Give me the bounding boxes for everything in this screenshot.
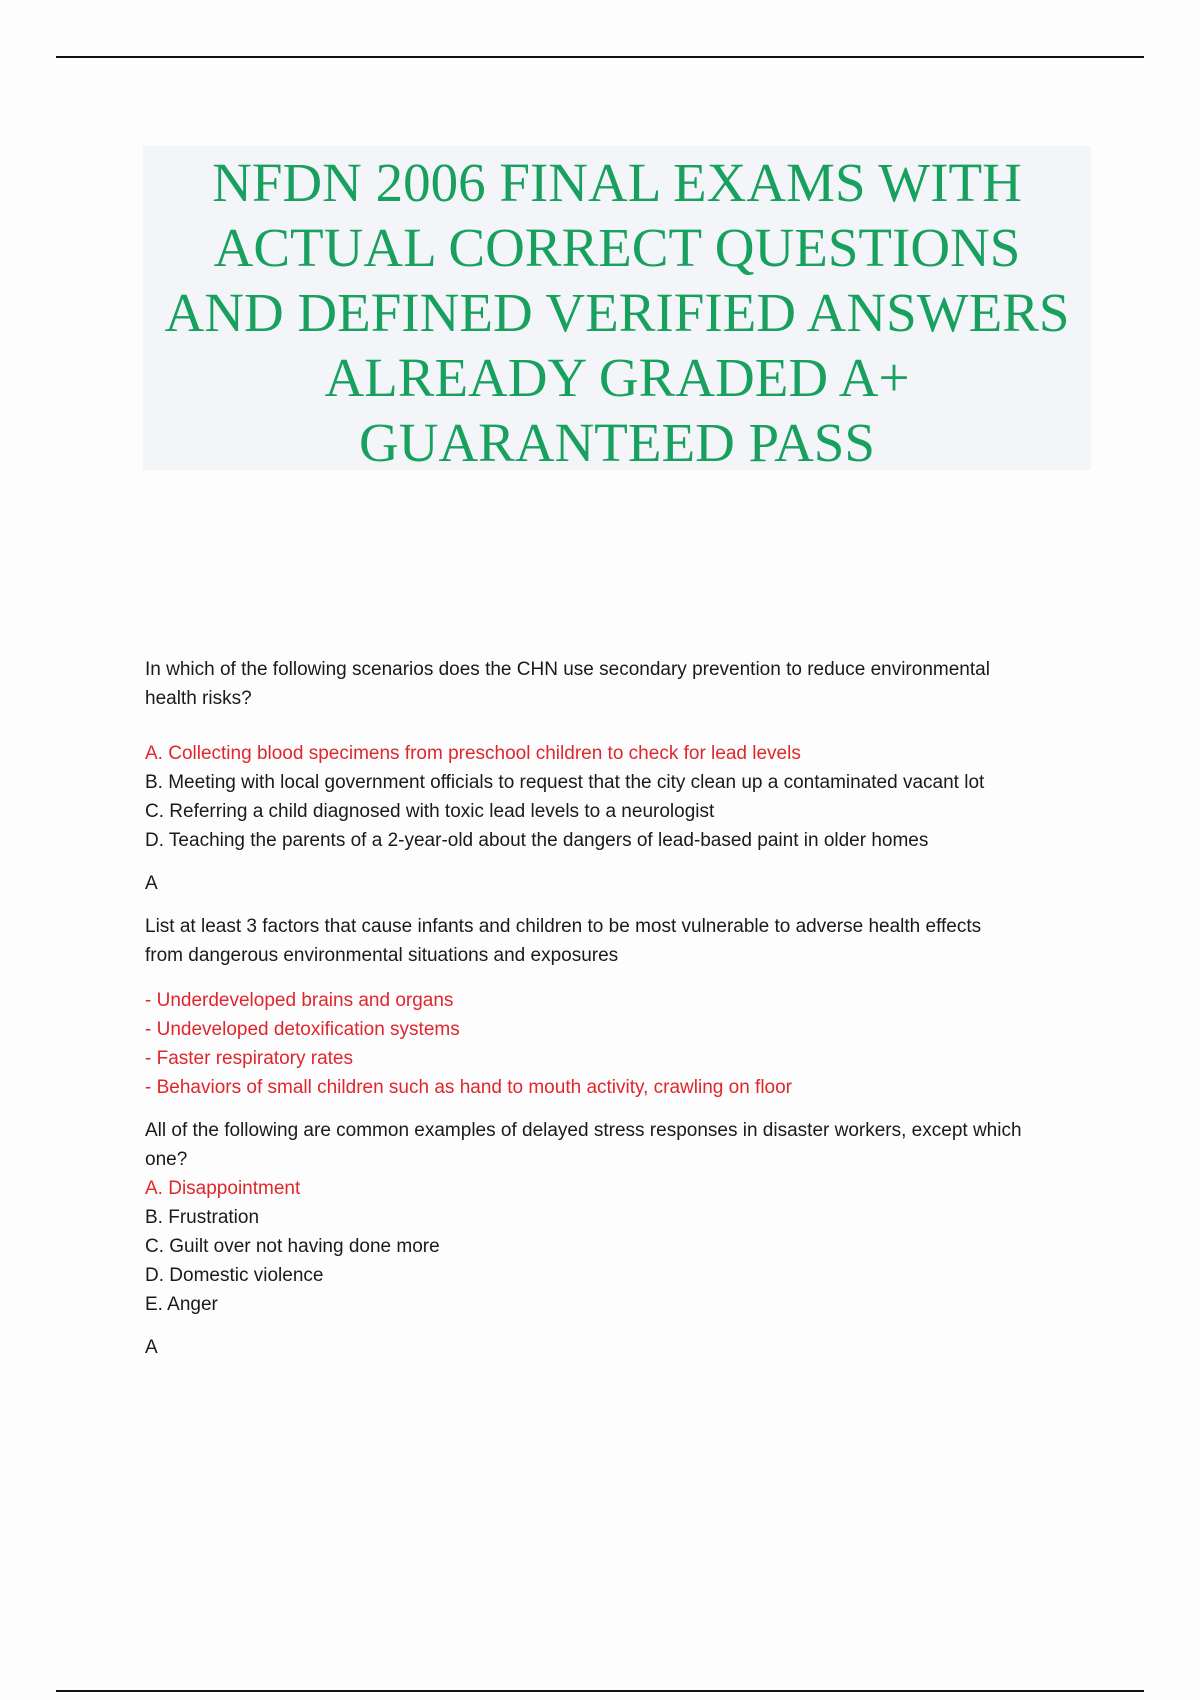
title-line: ACTUAL CORRECT QUESTIONS: [213, 217, 1021, 278]
question-text: from dangerous environmental situations and exposures: [145, 945, 619, 966]
question-text: All of the following are common examples of delayed stress responses in disaster workers, except which: [145, 1120, 1022, 1141]
title-line: ALREADY GRADED A+: [324, 347, 910, 408]
option-correct: A. Disappointment: [145, 1178, 301, 1199]
question-1-answer: A: [145, 873, 158, 894]
document-title: [143, 146, 1091, 473]
option: C. Referring a child diagnosed with toxic lead levels to a neurologist: [145, 801, 715, 822]
option-correct: A. Collecting blood specimens from preschool children to check for lead levels: [145, 743, 801, 764]
option: C. Guilt over not having done more: [145, 1236, 440, 1257]
question-3-options: [145, 1174, 1095, 1319]
header-rule: [56, 56, 1144, 58]
question-3-answer: A: [145, 1337, 158, 1358]
question-1: [145, 655, 1095, 713]
question-2-answers: [145, 986, 1095, 1102]
option: B. Frustration: [145, 1207, 260, 1228]
footer-rule: [56, 1690, 1144, 1692]
option: B. Meeting with local government officials to request that the city clean up a contaminated vacant lot: [145, 772, 985, 793]
answer-item: - Faster respiratory rates: [145, 1048, 353, 1069]
question-text: In which of the following scenarios does the CHN use secondary prevention to reduce environmental: [145, 659, 990, 680]
title-line: NFDN 2006 FINAL EXAMS WITH: [212, 152, 1022, 213]
question-1-options: [145, 739, 1095, 855]
option: D. Domestic violence: [145, 1265, 324, 1286]
option: D. Teaching the parents of a 2-year-old about the dangers of lead-based paint in older homes: [145, 830, 929, 851]
question-text: health risks?: [145, 688, 252, 709]
question-text: List at least 3 factors that cause infants and children to be most vulnerable to adverse health effects: [145, 916, 982, 937]
question-3: [145, 1116, 1095, 1174]
answer-item: - Undeveloped detoxification systems: [145, 1019, 460, 1040]
title-line: GUARANTEED PASS: [359, 412, 875, 473]
answer-item: - Behaviors of small children such as hand to mouth activity, crawling on floor: [145, 1077, 793, 1098]
answer-item: - Underdeveloped brains and organs: [145, 990, 454, 1011]
option: E. Anger: [145, 1294, 218, 1315]
question-2: [145, 912, 1095, 970]
exam-content: [145, 655, 1095, 1376]
title-line: AND DEFINED VERIFIED ANSWERS: [164, 282, 1070, 343]
question-text: one?: [145, 1149, 188, 1170]
